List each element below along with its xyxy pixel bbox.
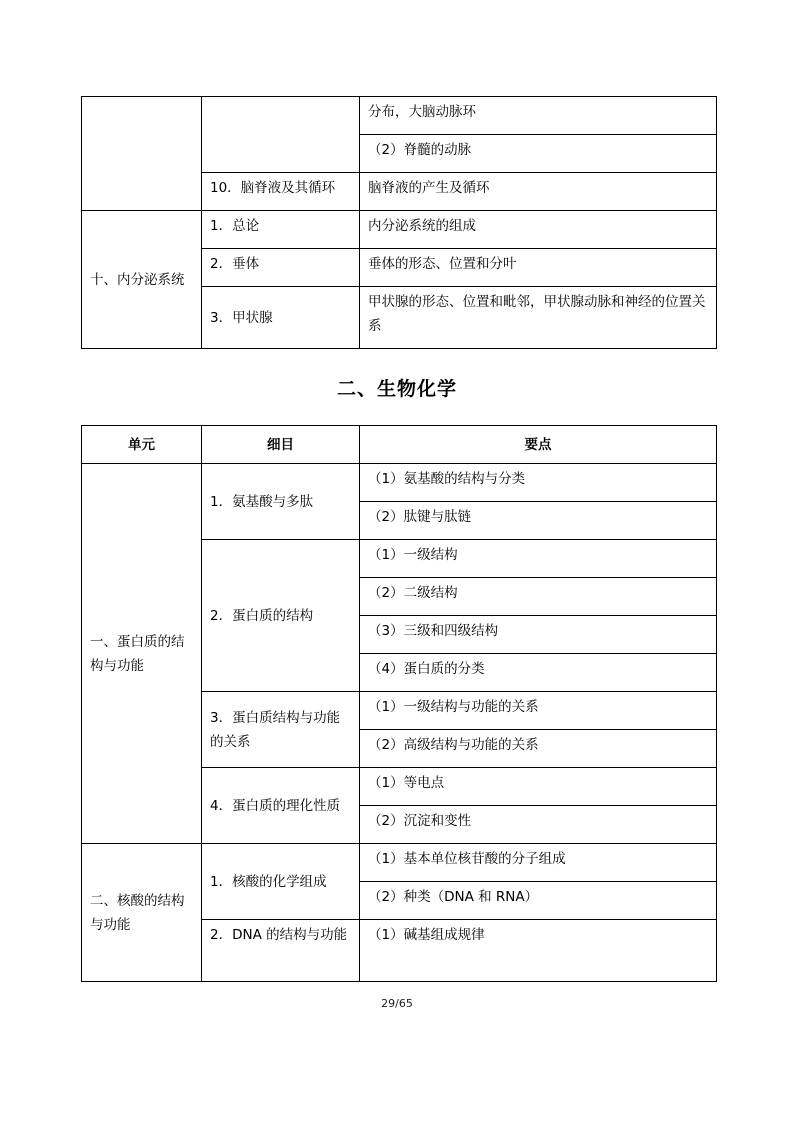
item-cell: 1．总论 [202, 211, 360, 249]
unit-cell: 十、内分泌系统 [82, 211, 202, 349]
item-cell: 1．氨基酸与多肽 [202, 464, 360, 540]
point-cell: （1）碱基组成规律 [360, 920, 717, 982]
item-cell: 2．蛋白质的结构 [202, 540, 360, 692]
anatomy-table-continued [81, 96, 717, 349]
point-cell: （1）等电点 [360, 768, 717, 806]
item-cell-empty [202, 97, 360, 173]
point-cell: 脑脊液的产生及循环 [360, 173, 717, 211]
point-cell: （4）蛋白质的分类 [360, 654, 717, 692]
biochemistry-table [81, 425, 717, 982]
point-cell: （2）二级结构 [360, 578, 717, 616]
point-cell: （2）种类（DNA 和 RNA） [360, 882, 717, 920]
header-unit: 单元 [82, 426, 202, 464]
item-cell: 4．蛋白质的理化性质 [202, 768, 360, 844]
point-cell: 垂体的形态、位置和分叶 [360, 249, 717, 287]
item-cell: 2．垂体 [202, 249, 360, 287]
item-cell: 10．脑脊液及其循环 [202, 173, 360, 211]
point-cell: （2）脊髓的动脉 [360, 135, 717, 173]
point-cell: （2）沉淀和变性 [360, 806, 717, 844]
item-cell: 3．蛋白质结构与功能的关系 [202, 692, 360, 768]
point-cell: （1）一级结构 [360, 540, 717, 578]
unit-cell-empty [82, 97, 202, 211]
point-cell: （1）基本单位核苷酸的分子组成 [360, 844, 717, 882]
point-cell: （3）三级和四级结构 [360, 616, 717, 654]
point-cell: （2）高级结构与功能的关系 [360, 730, 717, 768]
section-title: 二、生物化学 [336, 378, 457, 400]
item-cell: 3．甲状腺 [202, 287, 360, 349]
point-cell: （1）一级结构与功能的关系 [360, 692, 717, 730]
header-point: 要点 [360, 426, 717, 464]
point-cell: 甲状腺的形态、位置和毗邻，甲状腺动脉和神经的位置关系 [360, 287, 717, 349]
page-number: 29/65 [381, 997, 413, 1010]
point-cell: 分布，大脑动脉环 [360, 97, 717, 135]
item-cell: 2．DNA 的结构与功能 [202, 920, 360, 982]
point-cell: （1）氨基酸的结构与分类 [360, 464, 717, 502]
point-cell: （2）肽键与肽链 [360, 502, 717, 540]
unit-cell: 一、蛋白质的结构与功能 [82, 464, 202, 844]
unit-cell: 二、核酸的结构与功能 [82, 844, 202, 982]
header-item: 细目 [202, 426, 360, 464]
point-cell: 内分泌系统的组成 [360, 211, 717, 249]
item-cell: 1．核酸的化学组成 [202, 844, 360, 920]
